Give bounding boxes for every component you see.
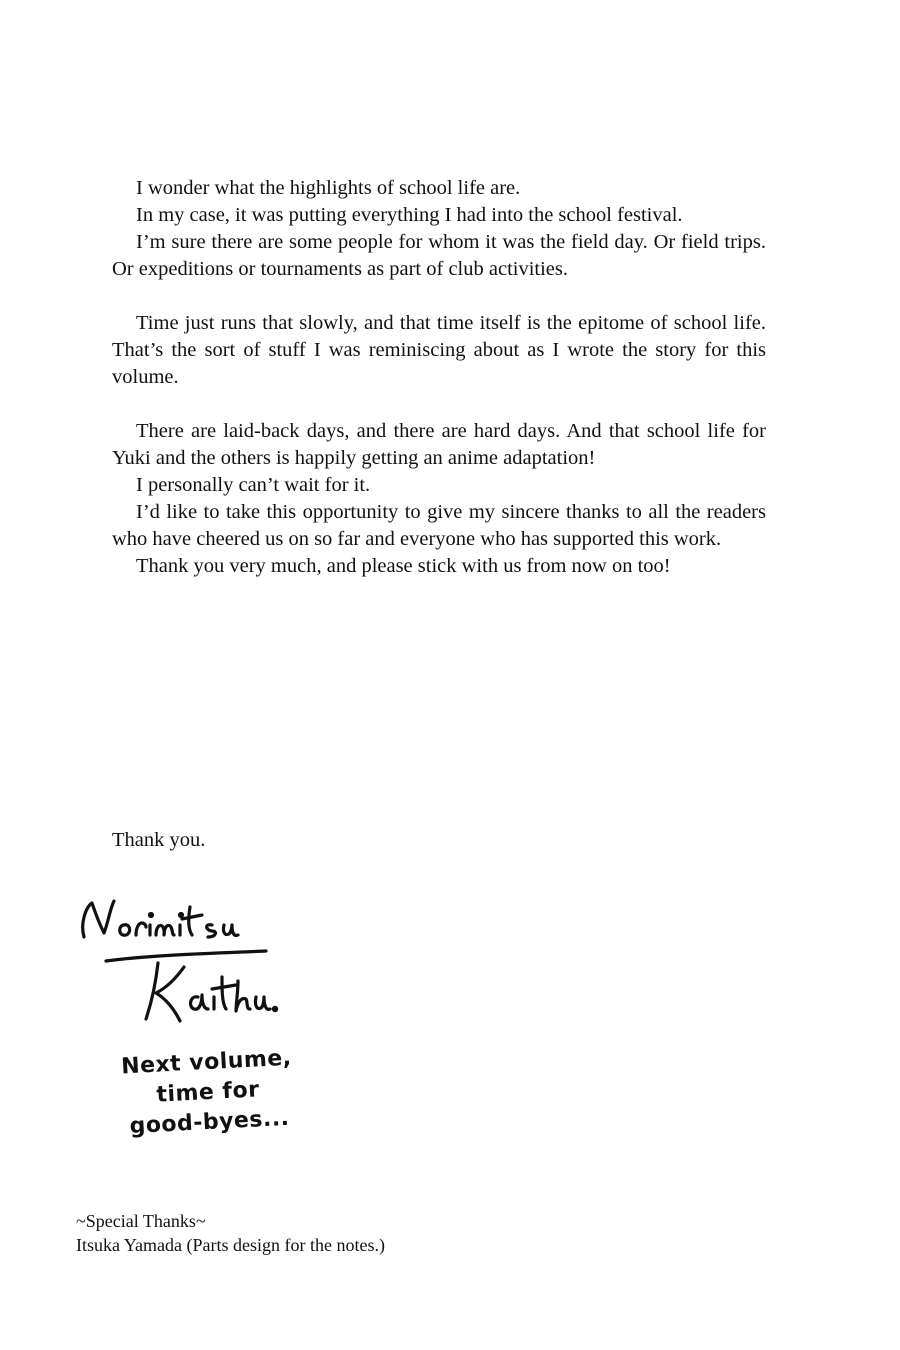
note-line-1: Next volume, [120, 1045, 293, 1080]
handwritten-note [106, 1043, 310, 1143]
author-signature [70, 885, 310, 1045]
paragraph-anime: There are laid-back days, and there are hard days. And that school life for Yuki and the others is happily getting an anime adaptation! [112, 420, 766, 469]
afterword-body [112, 175, 766, 580]
note-line-3: good-byes... [128, 1105, 291, 1140]
paragraph-thanks-readers: I’d like to take this opportunity to give my sincere thanks to all the readers who have cheered us on so far and everyone who has supported this work. [112, 501, 766, 550]
paragraph-highlights: I wonder what the highlights of school life are. [136, 177, 521, 199]
special-thanks-heading: ~Special Thanks~ [76, 1211, 206, 1231]
paragraph-stick-with-us: Thank you very much, and please stick with us from now on too! [136, 555, 671, 577]
note-line-2: time for [155, 1077, 261, 1108]
special-thanks [76, 1209, 385, 1257]
closing-thank-you: Thank you. [112, 829, 206, 851]
paragraph-time: Time just runs that slowly, and that time itself is the epitome of school life. That’s the sort of stuff I was reminiscing about as I wrote the story for this volume. [112, 312, 766, 388]
special-thanks-credit: Itsuka Yamada (Parts design for the notes.) [76, 1235, 385, 1255]
paragraph-festival: In my case, it was putting everything I had into the school festival. [136, 204, 683, 226]
paragraph-cant-wait: I personally can’t wait for it. [136, 474, 371, 496]
paragraph-field-day: I’m sure there are some people for whom it was the field day. Or field trips. Or expeditions or tournaments as part of club activities. [112, 231, 766, 280]
